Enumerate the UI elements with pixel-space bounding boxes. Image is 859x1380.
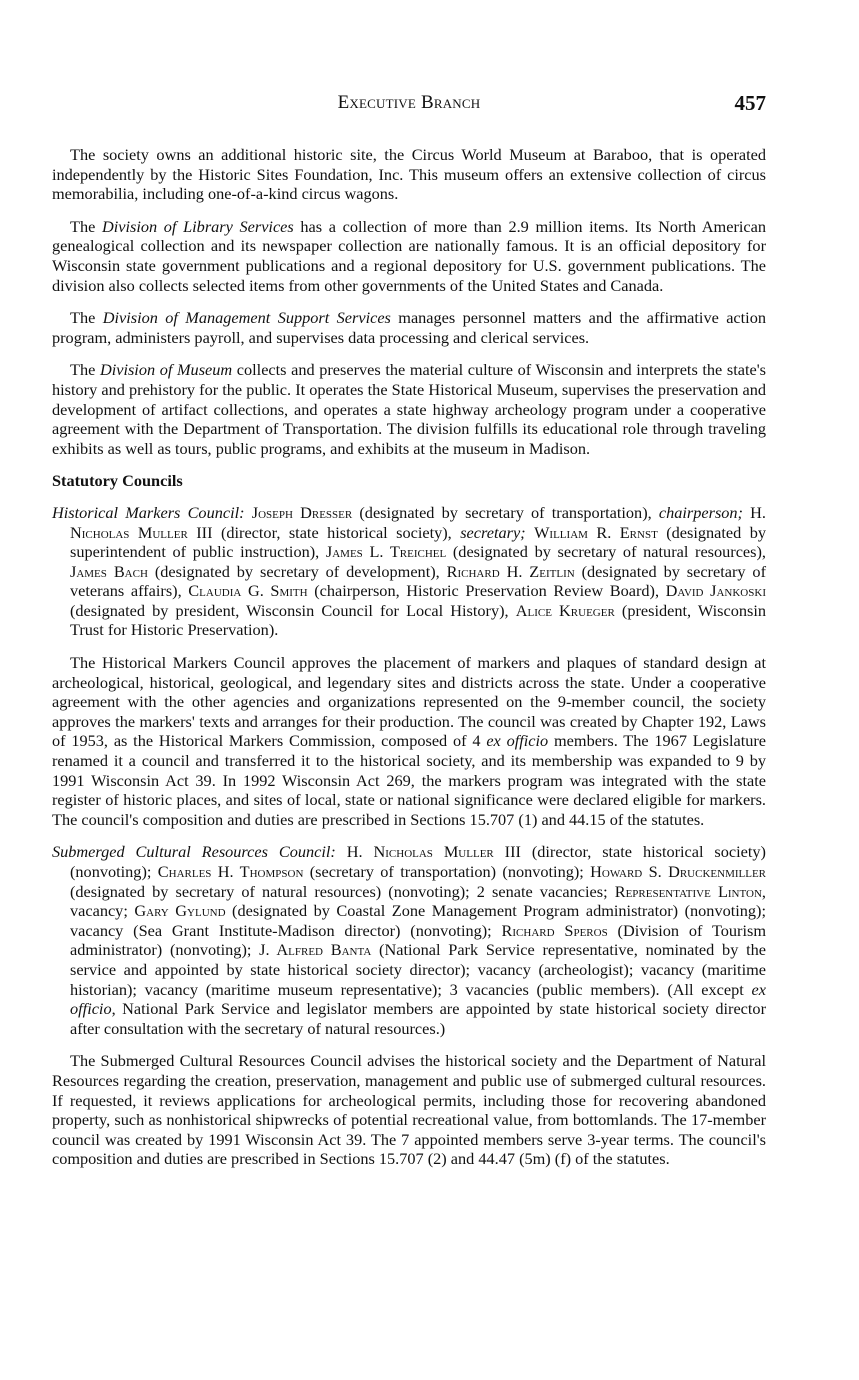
member-name: Richard H. Zeitlin	[446, 561, 575, 581]
management-paragraph	[52, 308, 766, 347]
member-name: Representative Linton	[614, 881, 762, 901]
museum-division-name: Division of Museum	[99, 360, 233, 380]
submerged-council-members: Submerged Cultural Resources Council: H. Nicholas Muller III (director, state historical society) (nonvoting); Charles H. Thompson (secretary of transportation) (nonvoting); Howard S. Druckenmiller (designated by secretary of natural resources) (nonvoting); 2 senate vacancies; Representative Linton, vacancy; Gary Gylund (designated by Coastal Zone Management Program administrator) (nonvoting); vacancy (Sea Grant Institute-Madison director) (nonvoting); Richard Speros (Division of Tourism administrator) (nonvoting); J. Alfred Banta (National Park Service representative, nominated by the service and appointed by state historical society director); vacancy (archeologist); vacancy (maritime historian); vacancy (maritime museum representative); 3 vacancies (public members). (All except ex officio, National Park Service and legislator members are appointed by state historical society director after consultation with the secretary of natural resources.)	[52, 842, 767, 1038]
member-name: Richard Speros	[501, 920, 608, 940]
markers-council-label: Historical Markers Council:	[52, 502, 245, 522]
management-division-name: Division of Management Support Services	[102, 308, 391, 328]
statutory-councils-heading: Statutory Councils	[52, 471, 183, 491]
member-name: H. Nicholas Muller III	[70, 502, 766, 542]
submerged-council-description: The Submerged Cultural Resources Council advises the historical society and the Department of Natural Resources regarding the creation, preservation, management and public use of submerged cultural resources. If requested, it reviews applications for archeological permits, including those for recovering abandoned property, such as nonhistorical shipwrecks of potential recreational value, from bottomlands. The 17-member council was created by 1991 Wisconsin Act 39. The 7 appointed members serve 3-year terms. The council's composition and duties are prescribed in Sections 15.707 (2) and 44.47 (5m) (f) of the statutes.	[52, 1051, 766, 1169]
member-name: David Jankoski	[665, 581, 766, 601]
member-name: Charles H. Thompson	[157, 862, 304, 881]
management-body: manages personnel matters and the affirmative action program, administers payroll, and supervises data processing and clerical services.	[52, 308, 766, 347]
member-name: J. Alfred Banta	[259, 940, 372, 960]
library-lead: The	[70, 216, 102, 236]
museum-lead: The	[70, 360, 100, 380]
library-division-name: Division of Library Services	[101, 216, 294, 236]
page-header	[52, 92, 766, 118]
member-name: Alice Krueger	[515, 600, 615, 620]
library-body: has a collection of more than 2.9 million items. Its North American genealogical collection and its newspaper collection are nationally famous. It is an official depository for Wisconsin state government publications and a regional depository for U.S. government publications. The division also collects selected items from other governments of the United States and Canada.	[52, 216, 766, 295]
member-name: Joseph Dresser	[251, 502, 353, 522]
markers-council-members: Historical Markers Council: Joseph Dresser (designated by secretary of transportation), chairperson; H. Nicholas Muller III (director, state historical society), secretary; William R. Ernst (designated by superintendent of public instruction), James L. Treichel (designated by secretary of natural resources), James Bach (designated by secretary of development), Richard H. Zeitlin (designated by secretary of veterans affairs), Claudia G. Smith (chairperson, Historic Preservation Review Board), David Jankoski (designated by president, Wisconsin Council for Local History), Alice Krueger (president, Wisconsin Trust for Historic Preservation).	[52, 502, 767, 640]
submerged-council-label: Submerged Cultural Resources Council:	[52, 842, 336, 862]
ex-officio-term: ex officio	[486, 731, 549, 751]
member-name: William R. Ernst	[534, 522, 658, 542]
circus-paragraph: The society owns an additional historic site, the Circus World Museum at Baraboo, that is operated independently by the Historic Sites Foundation, Inc. This museum offers an extensive collection of circus memorabilia, including one-of-a-kind circus wagons.	[52, 145, 766, 204]
museum-paragraph	[52, 360, 766, 458]
library-paragraph	[52, 217, 766, 295]
member-role: chairperson;	[658, 502, 743, 522]
member-name: James L. Treichel	[325, 542, 447, 562]
member-name: Gary Gylund	[134, 901, 226, 921]
museum-body: collects and preserves the material culture of Wisconsin and interprets the state's history and prehistory for the public. It operates the State Historical Museum, supervises the preservation and development of artifact collections, and operates a state highway archeology program under a cooperative agreement with the Department of Transportation. The division fulfills its educational role through traveling exhibits as well as tours, public programs, and exhibits at the museum in Madison.	[52, 360, 767, 458]
running-head: Executive Branch	[337, 92, 481, 113]
ex-officio-term: ex officio	[70, 979, 766, 1019]
page-number: 457	[734, 91, 766, 115]
member-name: H. Nicholas Muller III	[346, 842, 521, 862]
management-lead: The	[70, 308, 103, 328]
member-name: Claudia G. Smith	[188, 581, 308, 601]
member-name: Howard S. Druckenmiller	[590, 862, 767, 881]
markers-council-description: The Historical Markers Council approves the placement of markers and plaques of standard design at archeological, historical, geological, and legendary sites and districts across the state. Under a cooperative agreement with the other agencies and organizations represented on the 9-member council, the society approves the markers' texts and arranges for their production. The council was created by Chapter 192, Laws of 1953, as the Historical Markers Commission, composed of 4 ex officio members. The 1967 Legislature renamed it a council and transferred it to the historical society, and its membership was expanded to 9 by 1991 Wisconsin Act 39. In 1992 Wisconsin Act 269, the markers program was integrated with the state register of historic places, and sites of local, state or national significance were declared eligible for markers. The council's composition and duties are prescribed in Sections 15.707 (1) and 44.15 of the statutes.	[52, 653, 767, 829]
page-body	[52, 145, 766, 1182]
member-role: secretary;	[460, 522, 526, 542]
member-name: James Bach	[70, 561, 148, 581]
